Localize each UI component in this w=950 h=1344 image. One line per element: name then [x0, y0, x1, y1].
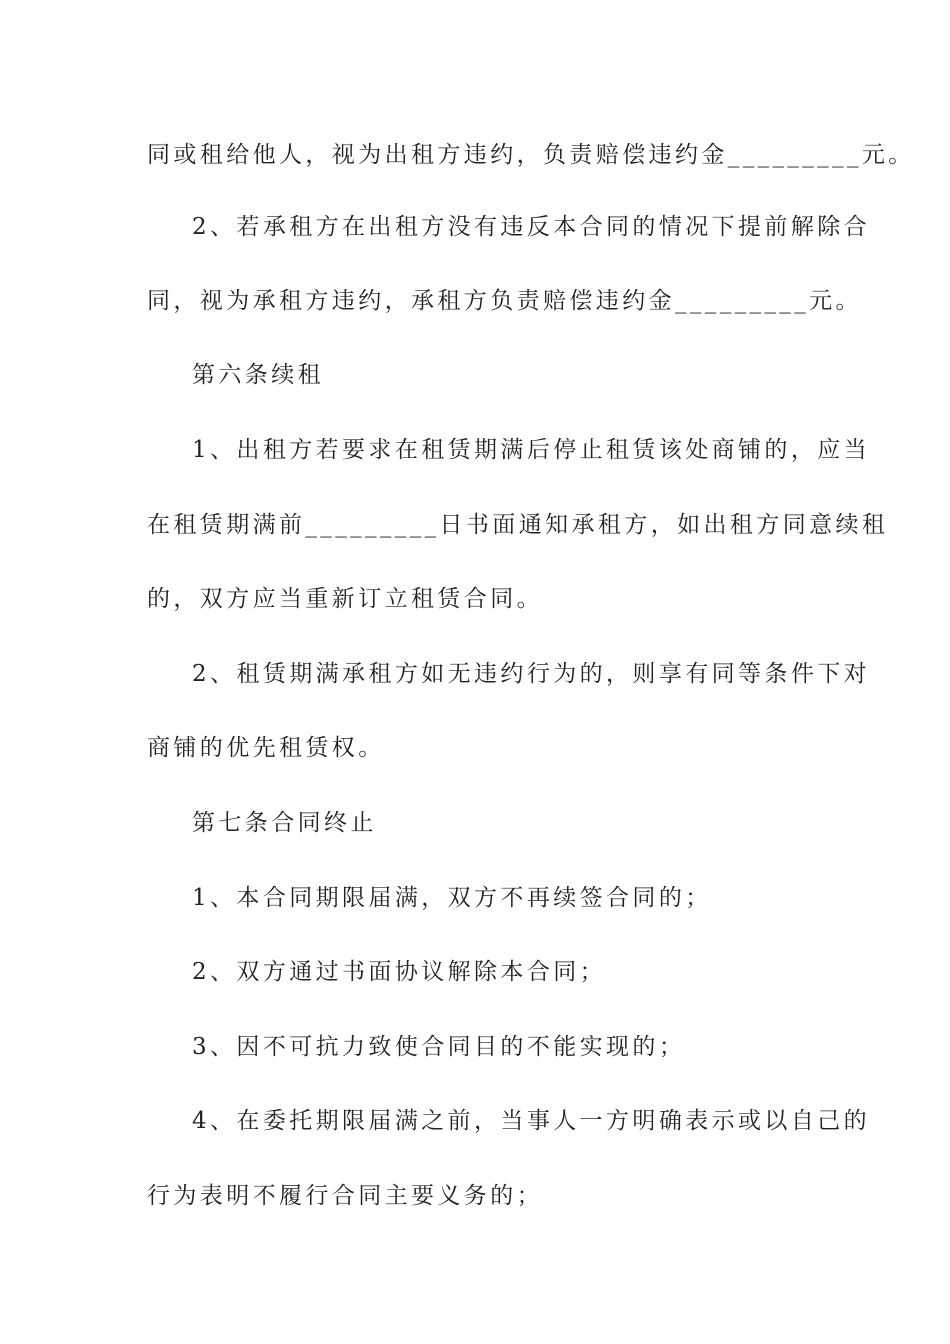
- text-line-7: 的，双方应当重新订立租赁合同。: [147, 586, 543, 612]
- text-line-13: 3、因不可抗力致使合同目的不能实现的；: [192, 1034, 686, 1060]
- section-heading-article-6: 第六条续租: [192, 362, 324, 388]
- text-line-9: 商铺的优先租赁权。: [147, 735, 385, 761]
- text-line-12: 2、双方通过书面协议解除本合同；: [192, 959, 607, 985]
- text-line-1: 同或租给他人，视为出租方违约，负责赔偿违约金_________元。: [147, 142, 915, 168]
- text-line-15: 行为表明不履行合同主要义务的；: [147, 1183, 543, 1209]
- text-line-6: 在租赁期满前_________日书面通知承租方，如出租方同意续租: [147, 512, 889, 538]
- text-line-5: 1、出租方若要求在租赁期满后停止租赁该处商铺的，应当: [192, 437, 871, 463]
- text-line-8: 2、租赁期满承租方如无违约行为的，则享有同等条件下对: [192, 661, 871, 687]
- text-line-2: 2、若承租方在出租方没有违反本合同的情况下提前解除合: [192, 214, 871, 240]
- text-line-14: 4、在委托期限届满之前，当事人一方明确表示或以自己的: [192, 1108, 871, 1134]
- text-line-11: 1、本合同期限届满，双方不再续签合同的；: [192, 885, 712, 911]
- section-heading-article-7: 第七条合同终止: [192, 810, 377, 836]
- text-line-3: 同，视为承租方违约，承租方负责赔偿违约金_________元。: [147, 288, 862, 314]
